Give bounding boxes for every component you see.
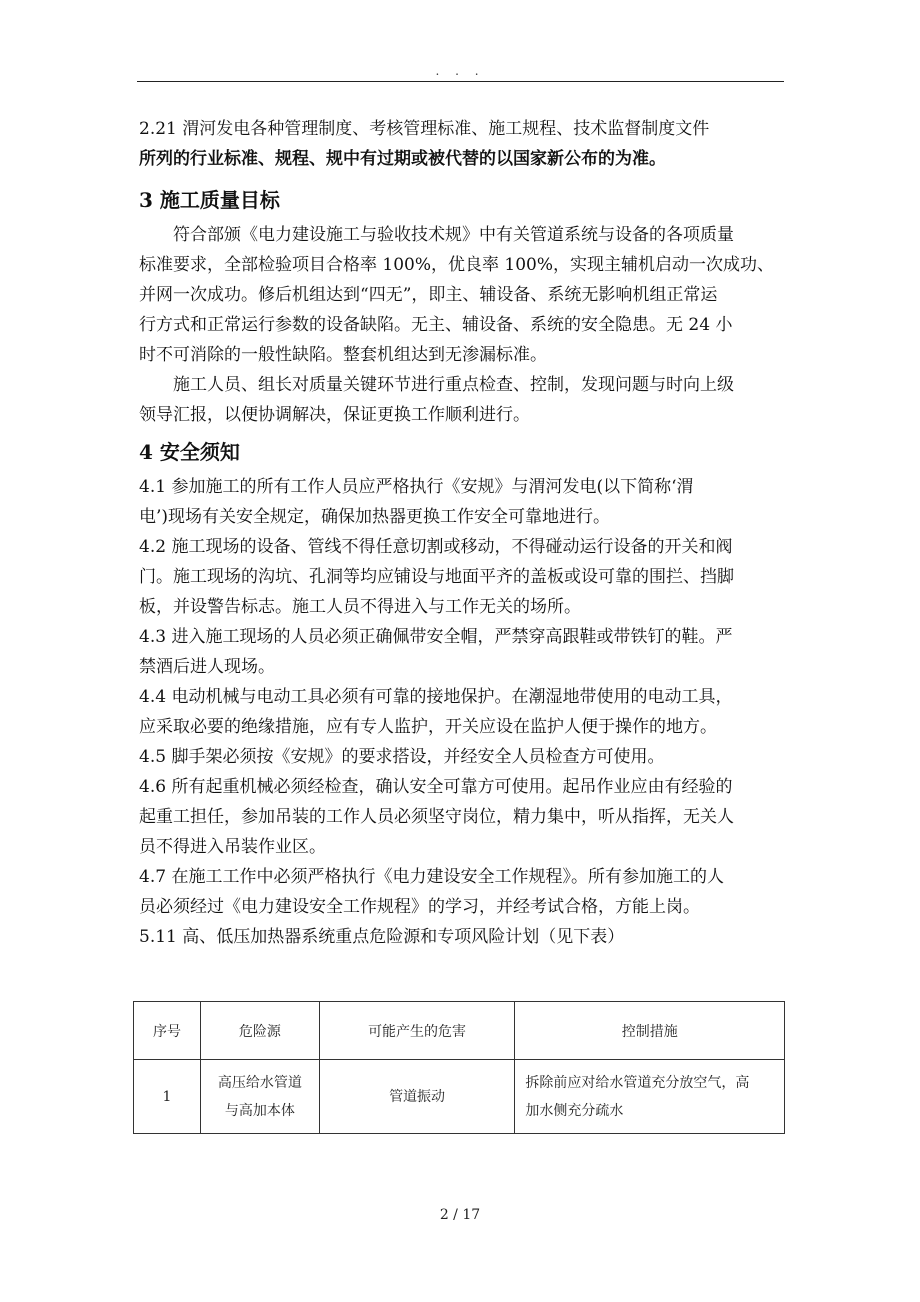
header-control-measures: 控制措施 [515, 1002, 785, 1060]
header-rule [137, 81, 784, 82]
cell-control-measures-line-2: 加水侧充分疏水 [525, 1102, 624, 1119]
cell-control-measures [515, 1060, 785, 1134]
item-4-5-line-1: 4.5 脚手架必须按《安规》的要求搭设，并经安全人员检查方可使用。 [139, 747, 665, 767]
cell-serial-number: 1 [134, 1060, 201, 1134]
cell-possible-harm: 管道振动 [319, 1060, 515, 1134]
header-dots: . . . [435, 64, 485, 78]
item-4-6-line-3: 员不得进入吊装作业区。 [139, 837, 326, 857]
header-possible-harm: 可能产生的危害 [319, 1002, 515, 1060]
item-4-7-line-2: 员必须经过《电力建设安全工作规程》的学习，并经考试合格，方能上岗。 [139, 897, 700, 917]
item-4-4-line-1: 4.4 电动机械与电动工具必须有可靠的接地保护。在潮湿地带使用的电动工具， [139, 687, 733, 707]
page-number: 2 / 17 [439, 1207, 481, 1223]
section-3-paragraph-1-line-3: 并网一次成功。修后机组达到“四无”，即主、辅设备、系统无影响机组正常运 [139, 285, 718, 305]
cell-hazard-source-line-2: 与高加本体 [224, 1102, 295, 1119]
cell-hazard-source [200, 1060, 319, 1134]
item-4-4-line-2: 应采取必要的绝缘措施，应有专人监护，开关应设在监护人便于操作的地方。 [139, 717, 717, 737]
document-body [139, 114, 784, 952]
risk-table-header-row [134, 1002, 785, 1060]
header-serial-number: 序号 [134, 1002, 201, 1060]
cell-hazard-source-line-1: 高压给水管道 [217, 1074, 302, 1091]
section-3-heading: 3 施工质量目标 [139, 188, 280, 212]
item-4-7-line-1: 4.7 在施工工作中必须严格执行《电力建设安全工作规程》。所有参加施工的人 [139, 867, 724, 887]
table-row [134, 1060, 785, 1134]
item-4-3-line-2: 禁酒后进人现场。 [139, 657, 275, 677]
paragraph-2-21-line-2: 所列的行业标准、规程、规中有过期或被代替的以国家新公布的为准。 [139, 149, 666, 169]
item-4-2-line-1: 4.2 施工现场的设备、管线不得任意切割或移动，不得碰动运行设备的开关和阀 [139, 537, 733, 557]
item-4-1-line-1: 4.1 参加施工的所有工作人员应严格执行《安规》与渭河发电(以下简称‘渭 [139, 477, 694, 497]
header-hazard-source: 危险源 [200, 1002, 319, 1060]
section-3-paragraph-1-line-2: 标准要求，全部检验项目合格率 100%，优良率 100%，实现主辅机启动一次成功、 [139, 255, 775, 275]
section-4-heading: 4 安全须知 [139, 440, 240, 464]
item-4-2-line-2: 门。施工现场的沟坑、孔洞等均应铺设与地面平齐的盖板或设可靠的围拦、挡脚 [139, 567, 734, 587]
item-4-2-line-3: 板，并设警告标志。施工人员不得进入与工作无关的场所。 [139, 597, 581, 617]
item-4-1-line-2: 电’)现场有关安全规定，确保加热器更换工作安全可靠地进行。 [139, 507, 611, 527]
section-3-paragraph-1-line-5: 时不可消除的一般性缺陷。整套机组达到无渗漏标准。 [139, 345, 547, 365]
item-4-6-line-1: 4.6 所有起重机械必须经检查，确认安全可靠方可使用。起吊作业应由有经验的 [139, 777, 733, 797]
paragraph-2-21-line-1: 2.21 渭河发电各种管理制度、考核管理标准、施工规程、技术监督制度文件 [139, 119, 710, 139]
section-3-paragraph-2-line-2: 领导汇报，以便协调解决，保证更换工作顺利进行。 [139, 405, 530, 425]
section-3-paragraph-1-line-1: 符合部颁《电力建设施工与验收技术规》中有关管道系统与设备的各项质量 [173, 225, 734, 245]
cell-control-measures-line-1: 拆除前应对给水管道充分放空气，高 [525, 1074, 750, 1091]
item-4-6-line-2: 起重工担任，参加吊装的工作人员必须坚守岗位，精力集中，听从指挥，无关人 [139, 807, 734, 827]
section-3-paragraph-1-line-4: 行方式和正常运行参数的设备缺陷。无主、辅设备、系统的安全隐患。无 24 小 [139, 315, 733, 335]
risk-table [133, 1001, 785, 1134]
item-5-11-line-1: 5.11 高、低压加热器系统重点危险源和专项风险计划（见下表） [139, 927, 625, 947]
item-4-3-line-1: 4.3 进入施工现场的人员必须正确佩带安全帽，严禁穿高跟鞋或带铁钉的鞋。严 [139, 627, 733, 647]
section-3-paragraph-2-line-1: 施工人员、组长对质量关键环节进行重点检查、控制，发现问题与时向上级 [173, 375, 734, 395]
